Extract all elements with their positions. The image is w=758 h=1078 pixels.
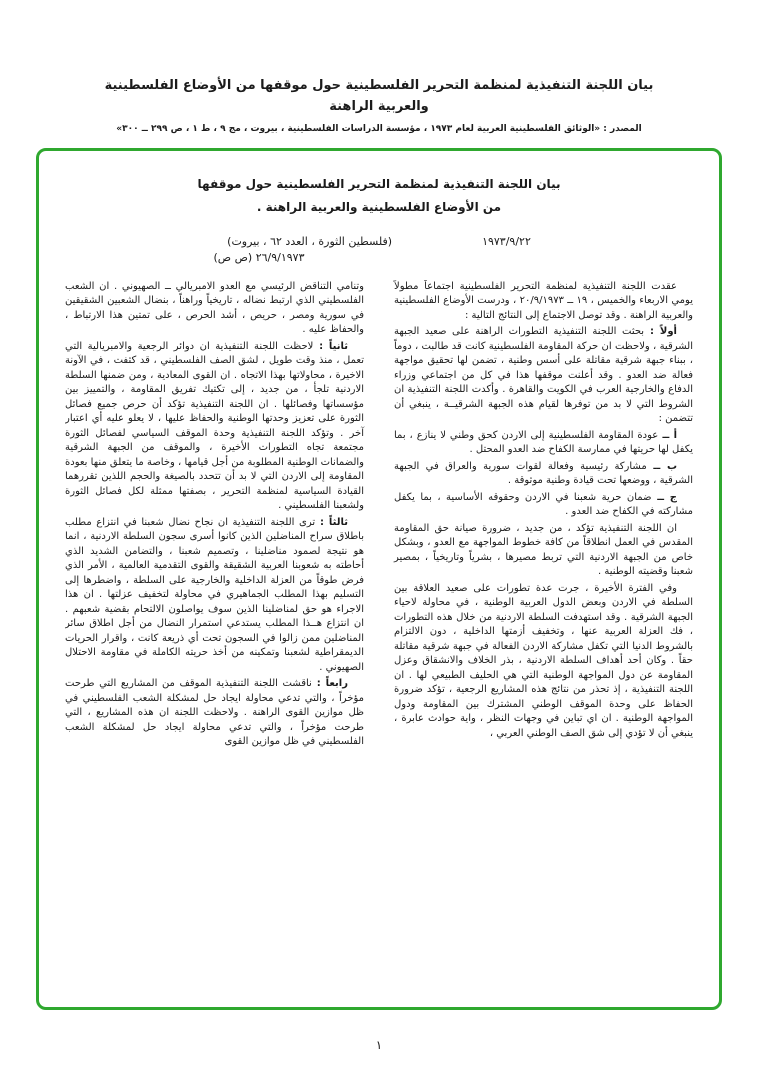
page-number: ١ — [375, 1038, 383, 1052]
column-left — [65, 280, 364, 972]
paragraph-lead: أ ــ — [658, 429, 677, 441]
paragraph: ج ــ ضمان حرية شعبنا في الاردن وحقوقه الأساسية ، بما يكفل مشاركته في الكفاح ضد العدو . — [394, 491, 693, 518]
document-header-title: بيان اللجنة التنفيذية لمنظمة التحرير الفلسطينية حول موقفها من الأوضاع الفلسطينية والعربية الراهنة — [104, 78, 654, 114]
paragraph: وتنامي التناقض الرئيسي مع العدو الامبريالي ــ الصهيوني . ان الشعب الفلسطيني الذي ارتبط نضاله ، تاريخياً وراهناً ، بنضال الشعبين الشقيقين في سورية ومصر ، حريص ، أشد الحرص ، على تمتين هذا الارتباط ، والحفاظ عليه . — [65, 280, 364, 336]
column-right — [394, 280, 693, 972]
paragraph: ثانياً : لاحظت اللجنة التنفيذية ان دوائر الرجعية والامبريالية التي تعمل ، منذ وقت طويل ، لشق الصف الفلسطيني ، قد كثفت ، في الآونة الاخيرة ، محاولاتها بهذا الاتجاه . ان القوى المعادية ، ومن ضمنها السلطة الاردنية تلجأ ، من جديد ، إلى تكتيك تفريق المقاومة ، والتمييز بين مؤسساتها وفصائلها . ان اللجنة التنفيذية تؤكد أن حرص جميع فصائل الثورة على تعزيز وحدتها الوطنية والحفاظ عليها ، لا يعلو عليه أي اعتبار آخر . وتؤكد اللجنة التنفيذية وحدة الموقف السياسي لفصائل الثورة مجتمعة تجاه التطورات الأخيرة ، والموقف من الجبهة الشرقية والضمانات الوطنية المطلوبة من أجل قيامها ، وخاصة ما يتعلق منها بعودة المقاومة إلى الاردن التي لا بد أن تتحدد بالصيغة والحجم اللذين تقررهما القيادة السياسية لمنظمة التحرير ، بصفتها ممثلة لكل فصائل الثورة ولشعبنا الفلسطيني . — [65, 340, 364, 512]
text-columns — [65, 280, 693, 972]
date-row — [65, 235, 693, 248]
paragraph: ان اللجنة التنفيذية تؤكد ، من جديد ، ضرورة صيانة حق المقاومة المقدس في العمل انطلاقاً من كافة خطوط المواجهة مع العدو ، وبشكل خاص من الجبهة الاردنية التي تربط مصيرها ، بشرياً وتاريخياً ، بمصير شعبنا وقضيته الوطنية . — [394, 522, 693, 578]
paragraph-lead: أولاً : — [644, 326, 677, 338]
paragraph: وفي الفترة الأخيرة ، جرت عدة تطورات على صعيد العلاقة بين السلطة في الاردن وبعض الدول العربية الوطنية ، في محاولة لاحياء الجبهة الشرقية . وقد استهدفت السلطة الاردنية من خلال هذه التطورات ، فك العزلة العربية عنها ، وتخفيف أزمتها الداخلية ، دون الالتزام بالشروط الدنيا التي تكفل مشاركة الاردن الفعالة في جبهة شرقية مقاتلة حقاً . وكان أحد أهداف السلطة الاردنية ، بذر الخلاف والانشقاق وعزل المقاومة عن دول المواجهة الوطنية التي هي الحليف الطبيعي لها . ان اللجنة التنفيذية ، إذ تحذر من نتائج هذه المشاريع الرجعية ، تؤكد ضرورة الحفاظ على وحدة الموقف الوطني المشترك بين المقاومة ودول المواجهة الوطنية . ان اي تباين في وجهات النظر ، واية حوادث عابرة ، ينبغي أن لا تؤدي إلى شق الصف الوطني العربي ، — [394, 582, 693, 739]
statement-title-line1: بيان اللجنة التنفيذية لمنظمة التحرير الفلسطينية حول موقفها — [197, 177, 561, 191]
paragraph-lead: رابعاً : — [311, 678, 348, 690]
publication-reference: (فلسطين الثورة ، العدد ٦٢ ، بيروت) — [227, 234, 393, 248]
page-header — [40, 76, 718, 135]
paragraph: ب ــ مشاركة رئيسية وفعالة لقوات سورية والعراق في الجبهة الشرقية ، ووضعها تحت قيادة وطنية موثوقة . — [394, 460, 693, 487]
statement-title-line2: من الأوضاع الفلسطينية والعربية الراهنة . — [256, 199, 502, 214]
publication-date: ٢٦/٩/١٩٧٣ (ص ص) — [213, 250, 305, 264]
paragraph-lead: ج ــ — [651, 491, 677, 503]
paragraph: ثالثاً : ترى اللجنة التنفيذية ان نجاح نضال شعبنا في انتزاع مطلب باطلاق سراح المناضلين الذين كانوا أسرى سجون السلطة الاردنية ، انما هو نتيجة لصمود مناضلينا ، وتصميم شعبنا ، والتضامن الشديد الذي أحاطته به شعوبنا العربية الشقيقة والقوى التقدمية العالمية ، الأمر الذي فرض طوقاً من العزلة الداخلية والخارجية على السلطة ، واضطرها إلى التسليم بهذا المطلب الجماهيري في محاولة لتخفيف عزلتها . ان هذا الاجراء هو حق لمناضلينا الذين سوف يواصلون الالتحام بقضية شعبهم . ان انتزاع هــذا المطلب يستدعي استمرار النضال من أجل اطلاق سائر المناضلين ممن زالوا في السجون تحت أي ذريعة كانت ، واقرار الحريات الديمقراطية لشعبنا وتمكينه من أخذ حريته الكاملة في مقاومة الاحتلال الصهيوني . — [65, 516, 364, 673]
document-frame — [36, 148, 722, 1010]
paragraph: أ ــ عودة المقاومة الفلسطينية إلى الاردن كحق وطني لا ينازع ، بما يكفل لها حريتها في ممارسة الكفاح ضد العدو المحتل . — [394, 429, 693, 456]
paragraph: رابعاً : ناقشت اللجنة التنفيذية الموقف من المشاريع التي طرحت مؤخراً ، والتي تدعي محاولة ايجاد حل لمشكلة الشعب الفلسطيني في ظل موازين القوى الراهنة . ولاحظت اللجنة ان هذه المشاريع ، التي طرحت مؤخراً ، والتي تدعي محاولة ايجاد حل لمشكلة الشعب الفلسطيني في ظل موازين القوى — [65, 678, 364, 748]
paragraph: عقدت اللجنة التنفيذية لمنظمة التحرير الفلسطينية اجتماعاً مطولاً يومي الاربعاء والخميس ، ١٩ ــ ٢٠/٩/١٩٧٣ ، ودرست الأوضاع الفلسطينية والعربية الراهنة . وقد توصل الاجتماع إلى النتائج التالية : — [394, 280, 693, 321]
source-citation: المصدر : «الوثائق الفلسطينية العربية لعام ١٩٧٣ ، مؤسسة الدراسات الفلسطينية ، بيروت ، مج ٩ ، ط ١ ، ص ٢٩٩ ــ ٣٠٠» — [116, 123, 642, 134]
paragraph: أولاً : بحثت اللجنة التنفيذية التطورات الراهنة على صعيد الجبهة الشرقية ، ولاحظت ان حركة المقاومة الفلسطينية كانت قد طالبت ، دوماً ، ببناء جبهة شرقية مقاتلة على أسس وطنية ، تضمن لها تحقيق مواجهة فعالة ضد العدو . وقد أعلنت موقفها هذا في كل من اجتماعي وزراء الدفاع والخارجية العرب في الكويت والقاهرة . وأكدت اللجنة التنفيذية ان الشروط التي لا بد من توفرها لقيام هذه الجبهة الشرقيــة ، ينبغي أن تتضمن : — [394, 326, 693, 425]
statement-date: ١٩٧٣/٩/٢٢ — [482, 234, 531, 248]
paragraph-lead: ب ــ — [646, 460, 677, 472]
statement-title — [65, 173, 693, 219]
paragraph-lead: ثالثاً : — [315, 516, 348, 528]
paragraph-lead: ثانياً : — [313, 340, 348, 352]
